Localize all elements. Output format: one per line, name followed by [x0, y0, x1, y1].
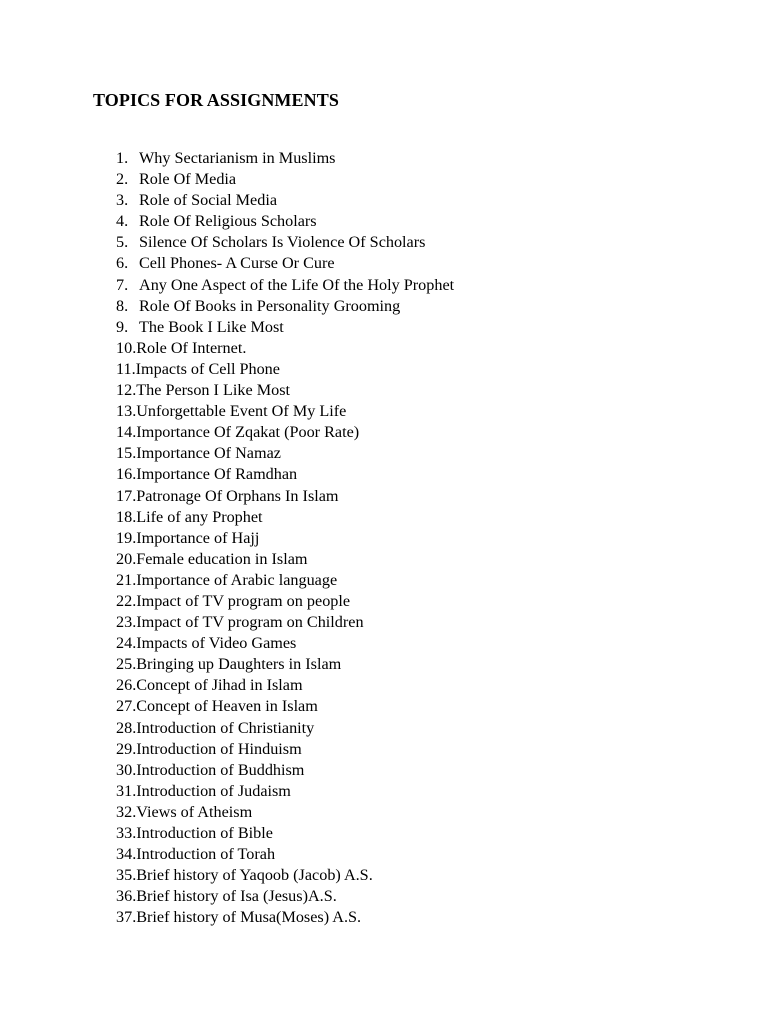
- list-item-text: Introduction of Hinduism: [136, 739, 302, 758]
- list-item-number: 14.: [116, 423, 137, 442]
- list-item: [116, 317, 454, 338]
- list-item: [116, 591, 454, 612]
- list-item-number: 10.: [116, 338, 137, 357]
- list-item-number: 32.: [116, 802, 137, 821]
- list-item: [116, 296, 454, 317]
- list-item-text: Introduction of Buddhism: [136, 760, 305, 779]
- list-item-text: Impact of TV program on Children: [136, 613, 364, 632]
- list-item-text: Bringing up Daughters in Islam: [136, 655, 342, 674]
- list-item: [116, 696, 454, 717]
- list-item-text: Importance Of Zqakat (Poor Rate): [136, 423, 360, 442]
- list-item: [116, 486, 454, 507]
- list-item-number: 2.: [116, 170, 129, 189]
- list-item-number: 7.: [116, 275, 129, 294]
- list-item-number: 35.: [116, 866, 137, 885]
- page-title: TOPICS FOR ASSIGNMENTS: [93, 90, 339, 110]
- list-item: [116, 232, 454, 253]
- list-item: [116, 886, 454, 907]
- list-item: [116, 422, 454, 443]
- list-item-text: Importance of Hajj: [136, 528, 260, 547]
- list-item-number: 23.: [116, 613, 137, 632]
- list-item-text: Unforgettable Event Of My Life: [136, 402, 347, 421]
- list-item-number: 31.: [116, 781, 137, 800]
- list-item-number: 19.: [116, 528, 137, 547]
- list-item: [116, 275, 454, 296]
- list-item-number: 3.: [116, 191, 129, 210]
- list-item-number: 11.: [116, 359, 136, 378]
- topic-list: [116, 148, 454, 928]
- list-item-text: Any One Aspect of the Life Of the Holy Prophet: [139, 275, 455, 294]
- list-item: [116, 907, 454, 928]
- list-item-text: Role Of Media: [139, 170, 237, 189]
- list-item: [116, 739, 454, 760]
- list-item: [116, 359, 454, 380]
- list-item-text: Impacts of Video Games: [136, 634, 297, 653]
- list-item-number: 28.: [116, 718, 137, 737]
- list-item-number: 30.: [116, 760, 137, 779]
- list-item: [116, 169, 454, 190]
- list-item: [116, 570, 454, 591]
- list-item-text: Impact of TV program on people: [136, 591, 351, 610]
- list-item-text: Patronage Of Orphans In Islam: [136, 486, 339, 505]
- list-item-number: 24.: [116, 634, 137, 653]
- list-item-number: 17.: [116, 486, 137, 505]
- list-item-text: Introduction of Christianity: [136, 718, 315, 737]
- list-item: [116, 654, 454, 675]
- list-item: [116, 633, 454, 654]
- list-item: [116, 338, 454, 359]
- list-item: [116, 802, 454, 823]
- list-item-text: The Book I Like Most: [139, 317, 284, 336]
- list-item-number: 6.: [116, 254, 129, 273]
- list-item: [116, 865, 454, 886]
- list-item: [116, 675, 454, 696]
- list-item-number: 4.: [116, 212, 129, 231]
- list-item: [116, 844, 454, 865]
- list-item: [116, 823, 454, 844]
- list-item-number: 16.: [116, 465, 137, 484]
- list-item: [116, 464, 454, 485]
- list-item: [116, 507, 454, 528]
- list-item-text: Life of any Prophet: [136, 507, 263, 526]
- list-item-number: 29.: [116, 739, 137, 758]
- list-item-text: Concept of Heaven in Islam: [136, 697, 318, 716]
- list-item-text: Impacts of Cell Phone: [135, 359, 280, 378]
- list-item-text: Female education in Islam: [136, 549, 308, 568]
- list-item: [116, 401, 454, 422]
- list-item-number: 27.: [116, 697, 137, 716]
- list-item-text: Brief history of Isa (Jesus)A.S.: [136, 887, 337, 906]
- list-item: [116, 443, 454, 464]
- list-item-text: Role Of Religious Scholars: [139, 212, 317, 231]
- list-item: [116, 211, 454, 232]
- list-item-number: 5.: [116, 233, 129, 252]
- list-item-text: The Person I Like Most: [136, 381, 290, 400]
- list-item-number: 13.: [116, 402, 137, 421]
- list-item-number: 12.: [116, 381, 137, 400]
- list-item-number: 18.: [116, 507, 137, 526]
- list-item-number: 22.: [116, 591, 137, 610]
- list-item-text: Introduction of Judaism: [136, 781, 291, 800]
- list-item-text: Brief history of Yaqoob (Jacob) A.S.: [136, 866, 373, 885]
- list-item-number: 37.: [116, 908, 137, 927]
- list-item-text: Silence Of Scholars Is Violence Of Scholars: [139, 233, 426, 252]
- list-item: [116, 549, 454, 570]
- list-item: [116, 380, 454, 401]
- list-item-text: Role Of Books in Personality Grooming: [139, 296, 401, 315]
- list-item-number: 36.: [116, 887, 137, 906]
- list-item: [116, 760, 454, 781]
- list-item-text: Role of Social Media: [139, 191, 278, 210]
- list-item-number: 33.: [116, 824, 137, 842]
- list-item-number: 8.: [116, 296, 129, 315]
- list-item: [116, 253, 454, 274]
- list-item: [116, 190, 454, 211]
- list-item: [116, 148, 454, 169]
- list-item-number: 26.: [116, 676, 137, 695]
- list-item-text: Why Sectarianism in Muslims: [139, 149, 336, 167]
- list-item-text: Introduction of Torah: [136, 845, 276, 864]
- list-item-text: Views of Atheism: [136, 802, 253, 821]
- list-item-number: 1.: [116, 149, 129, 167]
- list-item-number: 25.: [116, 655, 137, 674]
- list-item-text: Role Of Internet.: [136, 338, 247, 357]
- list-item-text: Importance Of Ramdhan: [136, 465, 298, 484]
- list-item-number: 34.: [116, 845, 137, 864]
- list-item: [116, 528, 454, 549]
- list-item-text: Brief history of Musa(Moses) A.S.: [136, 908, 362, 927]
- list-item-text: Concept of Jihad in Islam: [136, 676, 303, 695]
- list-item: [116, 718, 454, 739]
- list-item-text: Importance of Arabic language: [136, 570, 338, 589]
- list-item-number: 21.: [116, 570, 137, 589]
- list-item-number: 9.: [116, 317, 129, 336]
- list-item-text: Introduction of Bible: [136, 824, 273, 842]
- list-item-text: Cell Phones- A Curse Or Cure: [139, 254, 335, 273]
- list-item-number: 15.: [116, 444, 137, 463]
- list-item: [116, 612, 454, 633]
- list-item-number: 20.: [116, 549, 137, 568]
- list-item-text: Importance Of Namaz: [136, 444, 281, 463]
- list-item: [116, 781, 454, 802]
